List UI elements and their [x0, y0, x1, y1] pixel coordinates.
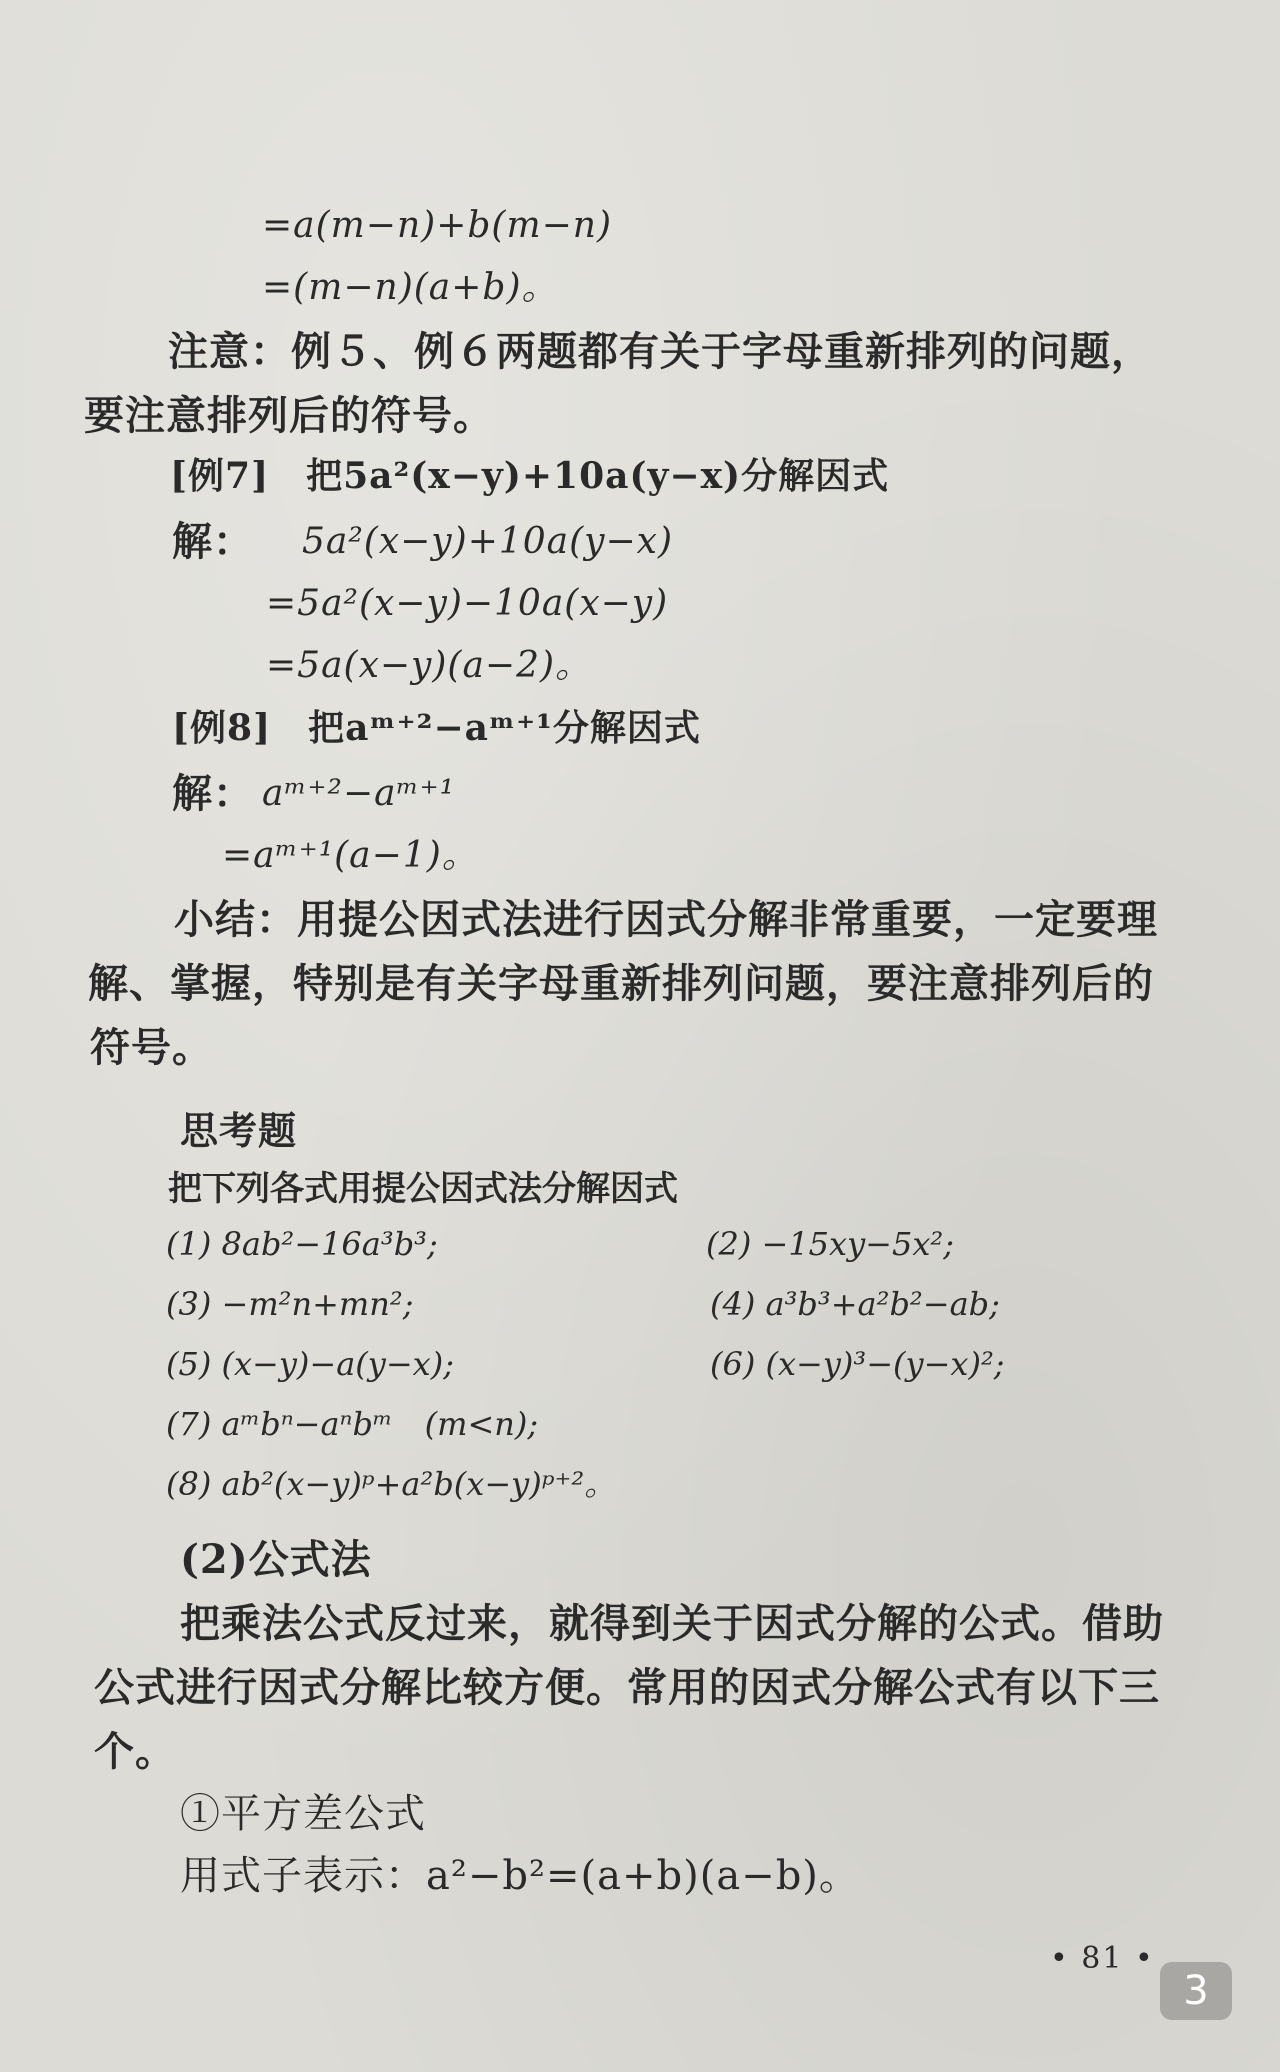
solution-label: 解： [172, 770, 254, 817]
equation-line: =(m−n)(a+b)。 [262, 267, 559, 308]
equation-line: =a(m−n)+b(m−n) [262, 205, 612, 246]
exercise-item: (8) ab²(x−y)ᵖ+a²b(x−y)ᵖ⁺²。 [166, 1465, 617, 1503]
exercise-item: (7) aᵐbⁿ−aⁿbᵐ (m<n); [166, 1405, 539, 1443]
formula-title: ①平方差公式 [180, 1791, 426, 1837]
section-title: 思考题 [180, 1108, 298, 1153]
equation-line: =5a²(x−y)−10a(x−y) [266, 583, 669, 624]
formula-text: 用式子表示：a²−b²=(a+b)(a−b)。 [180, 1853, 860, 1899]
page-indicator-badge[interactable]: 3 [1160, 1962, 1232, 2020]
exercise-item: (2) −15xy−5x²; [706, 1225, 954, 1263]
exercise-instruction: 把下列各式用提公因式法分解因式 [168, 1169, 678, 1209]
equation-line: =aᵐ⁺¹(a−1)。 [222, 835, 479, 876]
summary-text: 符号。 [90, 1024, 213, 1071]
exercise-item: (3) −m²n+mn²; [166, 1285, 414, 1323]
body-text: 公式进行因式分解比较方便。常用的因式分解公式有以下三 [94, 1664, 1160, 1711]
exercise-item: (4) a³b³+a²b²−ab; [710, 1285, 1000, 1323]
body-text: 个。 [94, 1728, 176, 1775]
summary-text: 解、掌握，特别是有关字母重新排列问题，要注意排列后的 [88, 960, 1154, 1007]
exercise-item: (5) (x−y)−a(y−x); [166, 1345, 454, 1383]
solution-label: 解： [172, 518, 254, 565]
page-number: • 81 • [1050, 1941, 1155, 1976]
note-text: 注意：例５、例６两题都有关于字母重新排列的问题， [168, 328, 1152, 375]
exercise-item: (6) (x−y)³−(y−x)²; [710, 1345, 1005, 1383]
note-text: 要注意排列后的符号。 [84, 392, 494, 439]
equation-line: 5a²(x−y)+10a(y−x) [302, 521, 674, 562]
example-8-heading: [例8] 把aᵐ⁺²−aᵐ⁺¹分解因式 [172, 707, 701, 749]
summary-text: 小结：用提公因式法进行因式分解非常重要，一定要理 [174, 896, 1158, 943]
example-7-heading: [例7] 把5a²(x−y)+10a(y−x)分解因式 [170, 455, 890, 497]
body-text: 把乘法公式反过来，就得到关于因式分解的公式。借助 [180, 1600, 1164, 1647]
equation-line: =5a(x−y)(a−2)。 [266, 645, 593, 686]
exercise-item: (1) 8ab²−16a³b³; [166, 1225, 438, 1263]
equation-line: aᵐ⁺²−aᵐ⁺¹ [262, 773, 456, 814]
section-heading: (2)公式法 [180, 1536, 372, 1583]
